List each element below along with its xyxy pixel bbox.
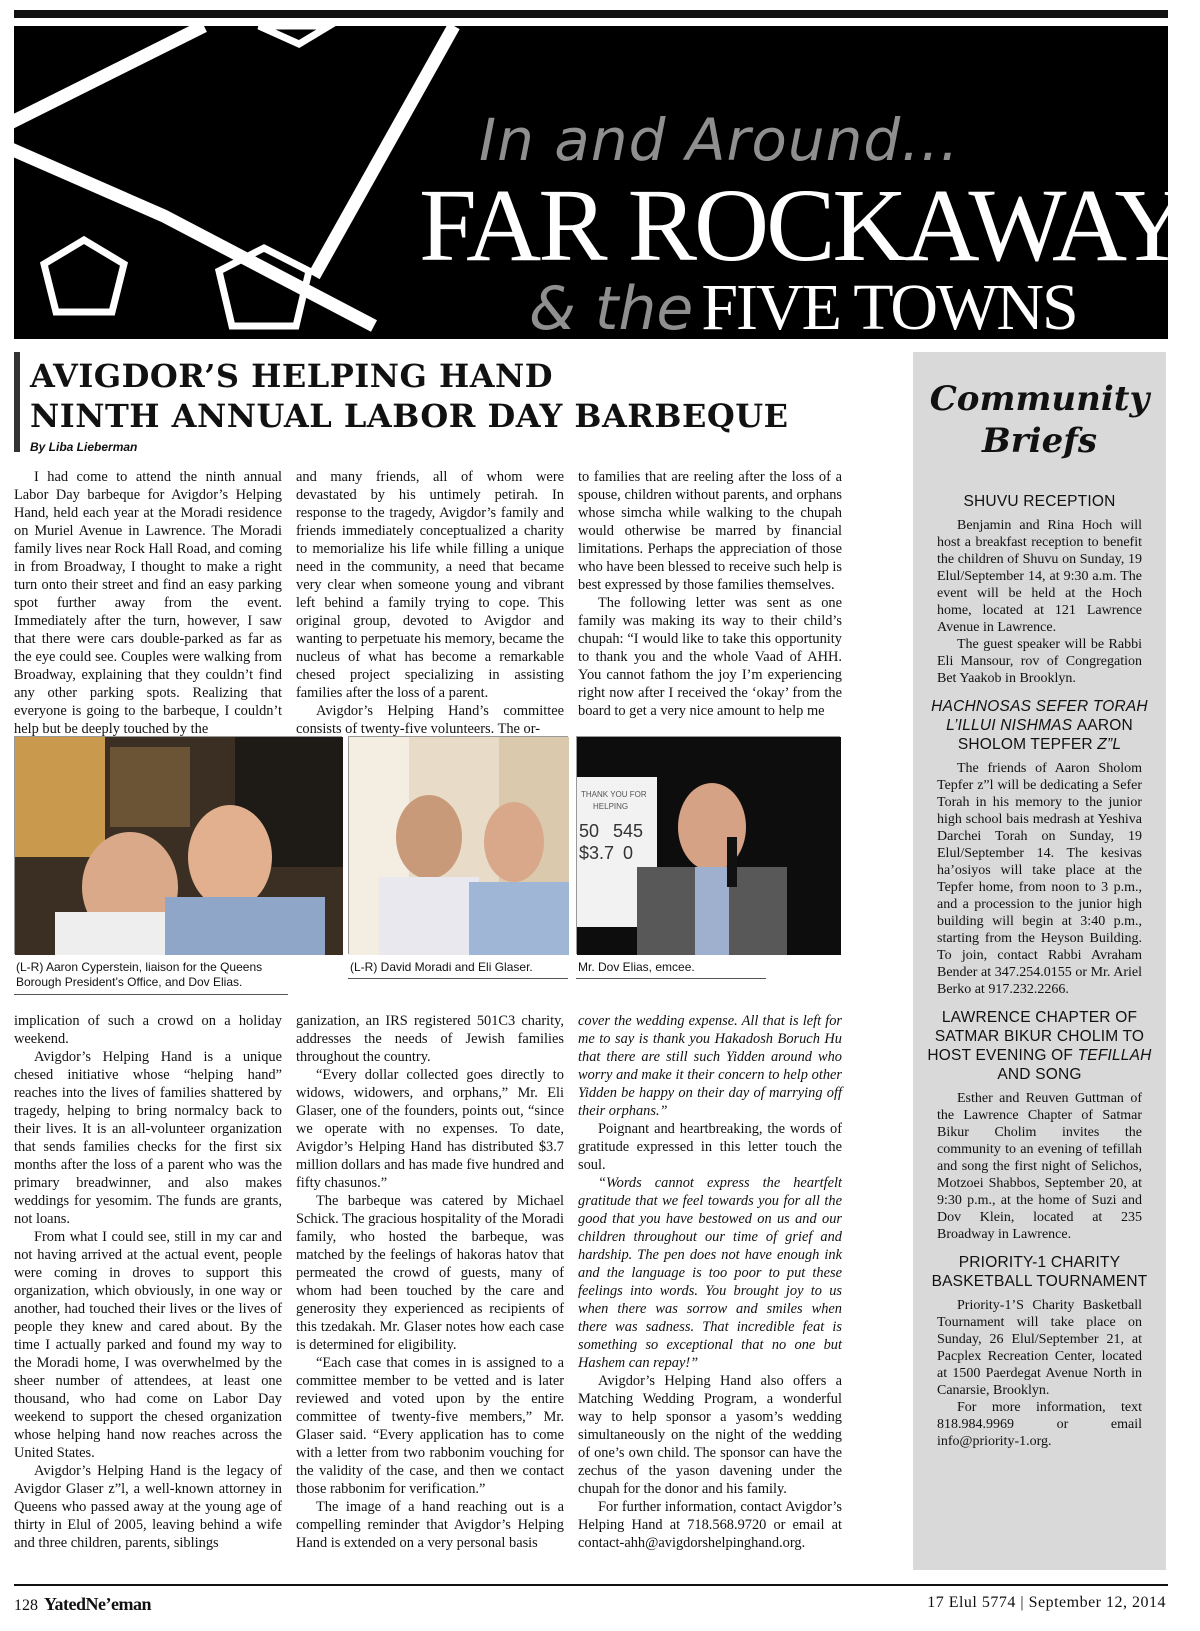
photo-dov-elias-emcee [576, 736, 840, 954]
article-headline [30, 356, 789, 436]
paragraph: The guest speaker will be Rabbi Eli Mansour, rov of Congregation Bet Yaakob in Brooklyn. [937, 637, 1142, 686]
article-column-6 [578, 1012, 842, 1572]
brief-heading: SHUVU RECEPTION [963, 493, 1116, 510]
banner-title: FAR ROCKAWAY [419, 168, 1187, 283]
article-column-3 [578, 468, 842, 728]
article-column-2 [296, 468, 564, 737]
article-column-1 [14, 468, 282, 737]
sign-text-helping: HELPING [593, 802, 629, 811]
headline-line-1: AVIGDOR’S HELPING HAND [30, 357, 554, 395]
brief-body [913, 1090, 1166, 1243]
paragraph: Avigdor’s Helping Hand also offers a Matching Wedding Program, a wonderful way to help sponsor a yasom’s wedding simultaneously on the night of the wedding of one’s own child. The sponsor can have the zechus of the yason davening under the chupah for the donor and his family. [578, 1373, 842, 1497]
article-column-4 [14, 1012, 282, 1572]
paragraph: “Words cannot express the heartfelt gratitude that we feel towards you for all the good that you have bestowed on us and our children throughout our time of grief and hardship. The pen does not have enough ink and the language is too poor to put these feelings into words. You brought joy to us when there was sorrow and smiles when there was sadness. That incredible feat is something so exceptional that no one but Hashem can repay!” [578, 1175, 842, 1371]
paragraph: Benjamin and Rina Hoch will host a breakfast reception to benefit the children of Shuvu on Sunday, 19 Elul/September 14, at 9:30 a.m. The event will be held at the Hoch home, located at 121 Lawrence Avenue in Lawrence. [937, 518, 1142, 635]
section-banner [14, 26, 1187, 344]
paragraph: Poignant and heartbreaking, the words of gratitude expressed in this letter touch the soul. [578, 1121, 842, 1173]
paragraph: For further information, contact Avigdor’s Helping Hand at 718.568.9720 or email at contact-ahh@avigdorshelpinghand.org. [578, 1499, 842, 1551]
brief-heading-part: HACHNOSAS SEFER TORAH L’ILLUI NISHMAS [931, 698, 1148, 734]
paragraph: From what I could see, still in my car and not having arrived at the actual event, people were coming in droves to support this organization, which obviously, in one way or another, had touched their lives or the lives of people they knew and cared about. By the time I actually parked and found my way to the Moradi home, I was overwhelmed by the sheer number of attendees, at least one thousand, who had come on Labor Day weekend to support the chesed organization whose helping hand now reaches across the United States. [14, 1229, 282, 1461]
brief-body [913, 760, 1166, 998]
photo-moradi-glaser [348, 736, 568, 954]
brief-heading: PRIORITY-1 CHARITY BASKETBALL TOURNAMENT [931, 1254, 1148, 1290]
community-briefs-sidebar [913, 352, 1166, 1570]
paragraph: “Every dollar collected goes directly to widows, widowers, and orphans,” Mr. Eli Glaser, one of the founders, points out, “since we operate with no expenses. To date, Avigdor’s Helping Hand has distributed $3.7 million dollars and has made five hundred and fifty chasunos.” [296, 1067, 564, 1191]
footer-left [14, 1594, 151, 1615]
banner-title-line3 [529, 270, 1077, 346]
photo-caption-3: Mr. Dov Elias, emcee. [578, 960, 695, 974]
top-rule [14, 10, 1168, 18]
banner-five-towns: FIVE TOWNS [701, 271, 1077, 344]
photo-cyperstein-elias [14, 736, 342, 954]
paragraph: The barbeque was catered by Michael Schick. The gracious hospitality of the Moradi family, who hosted the barbeque, was matched by the feelings of hakoras hatov that permeated the crowd of guests, many of whom had been touched by the care and generosity they experienced as recipients of this tzedakah. Mr. Glaser notes how each case is determined for eligibility. [296, 1193, 564, 1353]
headline-accent-bar [14, 352, 20, 452]
sign-number-3-7: $3.7 [579, 843, 615, 863]
brief-heading [913, 697, 1166, 754]
paragraph: The following letter was sent as one family was making its way to their child’s chupah: “I would like to take this opportunity to thank you and the whole Vaad of AHH. You cannot fathom the joy I’m experiencing right now after I received the ‘okay’ from the board to get a very nice amount to help me [578, 595, 842, 719]
article-column-5 [296, 1012, 564, 1572]
brief-heading-part: AARON SHOLOM TEPFER [957, 717, 1133, 753]
headline-line-2: NINTH ANNUAL LABOR DAY BARBEQUE [30, 397, 789, 435]
paragraph: The image of a hand reaching out is a compelling reminder that Avigdor’s Helping Hand is extended on a very personal basis [296, 1499, 564, 1551]
masthead-logo: YatedNe’eman [44, 1594, 151, 1614]
paragraph: The friends of Aaron Sholom Tepfer z”l will be dedicating a Sefer Torah in his memory to the junior high school bais medrash at Yeshiva Darchei Torah on Sunday, 19 Elul/September 14. The kesivas ha’osiyos will take place at the Tepfer home, from noon to 3 p.m., and a procession to the junior high building will begin at 3:40 p.m., starting from the Heyson Building. To join, contact Rabbi Avraham Bender at 347.254.0155 or Mr. Ariel Berko at 917.232.2266. [937, 761, 1142, 997]
photo-image [577, 737, 841, 955]
paragraph: Priority-1’S Charity Basketball Tournament will take place on Sunday, 26 Elul/September 21, at Pacplex Recreation Center, located at 1500 Paerdegat Avenue North in Canarsie, Brooklyn. [937, 1298, 1142, 1398]
sign-number-50: 50 [579, 821, 600, 841]
paragraph: implication of such a crowd on a holiday weekend. [14, 1013, 282, 1047]
photo-image [349, 737, 569, 955]
brief-heading-part: LAWRENCE CHAPTER OF SATMAR BIKUR CHOLIM TO HOST EVENING OF [927, 1009, 1145, 1064]
paragraph: to families that are reeling after the loss of a spouse, children without parents, and orphans whose simcha while walking to the chupah would otherwise be marred by financial limitations. Perhaps the appreciation of those who have been blessed to receive such help is best expressed by those families themselves. [578, 469, 842, 593]
photo-caption-2: (L-R) David Moradi and Eli Glaser. [350, 960, 533, 974]
footer-rule [14, 1584, 1168, 1586]
paragraph: “Each case that comes in is assigned to a committee member to be vetted and is later reviewed and voted upon by the entire committee of twenty-five members,” Mr. Glaser said. “Every application has to come with a letter from two rabbonim vouching for the validity of the case, and then we contact those rabbonim for verification.” [296, 1355, 564, 1497]
paragraph: I had come to attend the ninth annual Labor Day barbeque for Avigdor’s Helping Hand, held each year at the Moradi residence on Muriel Avenue in Lawrence. The Moradi family lives near Rock Hall Road, and coming in from Broadway, I thought to make a right turn onto their street and find an easy parking spot further away from the event. Immediately after the turn, however, I saw that there were cars double-parked as far as the eye could see. Couples were walking from Broadway, explaining that they couldn’t find any other parking spots. Realizing that everyone is going to the barbeque, I couldn’t help but be deeply touched by the [14, 469, 282, 737]
caption-rule [576, 978, 766, 979]
page-number: 128 [14, 1597, 38, 1614]
banner-subtitle: In and Around... [479, 106, 960, 174]
byline: By Liba Lieberman [30, 440, 138, 454]
sidebar-title [913, 378, 1166, 462]
caption-rule [14, 994, 288, 995]
sign-number-0: 0 [623, 843, 634, 863]
sign-number-545: 545 [613, 821, 644, 841]
banner-and-the: & the [529, 274, 694, 344]
paragraph: Avigdor’s Helping Hand is a unique chesed initiative whose “helping hand” reaches into the lives of families shattered by tragedy, helping to bring normalcy back to their lives. It is an all-volunteer organization that sends families checks for the first six months after the loss of a parent who was the primary breadwinner, and also makes weddings for yesomim. The funds are grants, not loans. [14, 1049, 282, 1227]
paragraph: and many friends, all of whom were devastated by his untimely petirah. In response to the tragedy, Avigdor’s family and friends immediately conceptualized a charity to memorialize his life while filling a unique need in the community, a need that became very clear when someone young and vibrant left behind a family trying to cope. This original group, devoted to Avigdor and wanting to perpetuate his memory, became the nucleus of what has become a remarkable chesed project specializing in assisting families after the loss of a parent. [296, 469, 564, 701]
paragraph: Avigdor’s Helping Hand is the legacy of Avigdor Glaser z”l, a well-known attorney in Queens who passed away at the young age of thirty in Elul of 2005, leaving behind a wife and three children, parents, siblings [14, 1463, 282, 1551]
caption-rule [348, 978, 568, 979]
photo-image [15, 737, 343, 955]
paragraph: Avigdor’s Helping Hand’s committee consists of twenty-five volunteers. The or- [296, 703, 564, 737]
sidebar-title-line-1: Community [929, 379, 1150, 419]
sidebar-title-line-2: Briefs [982, 421, 1097, 461]
paragraph: For more information, text 818.984.9969 or email info@priority-1.org. [937, 1400, 1142, 1449]
brief-heading-part: TEFILLAH [1077, 1047, 1152, 1064]
issue-date: 17 Elul 5774 | September 12, 2014 [927, 1594, 1166, 1611]
brief-heading [913, 1008, 1166, 1084]
brief-heading-part: AND SONG [997, 1066, 1082, 1083]
brief-body [913, 1297, 1166, 1450]
paragraph: ganization, an IRS registered 501C3 charity, addresses the needs of Jewish families throughout the country. [296, 1013, 564, 1065]
brief-heading-part: Z”L [1097, 736, 1122, 753]
brief-body [913, 517, 1166, 687]
paragraph: Esther and Reuven Guttman of the Lawrence Chapter of Satmar Bikur Cholim invites the community to an evening of tefillah and song the first night of Selichos, Motzoei Shabbos, September 20, at 9:30 p.m., at the home of Suzi and Dov Klein, located at 235 Broadway in Lawrence. [937, 1091, 1142, 1242]
sign-text-thank-you: THANK YOU FOR [581, 790, 647, 799]
paragraph: cover the wedding expense. All that is left for me to say is thank you Hakadosh Boruch Hu that there are still such Yidden around who worry and make it their concern to help other Yidden be happy on their day of marrying off their orphans.” [578, 1013, 842, 1119]
photo-caption-1: (L-R) Aaron Cyperstein, liaison for the Queens Borough President’s Office, and Dov Elias. [16, 960, 263, 989]
